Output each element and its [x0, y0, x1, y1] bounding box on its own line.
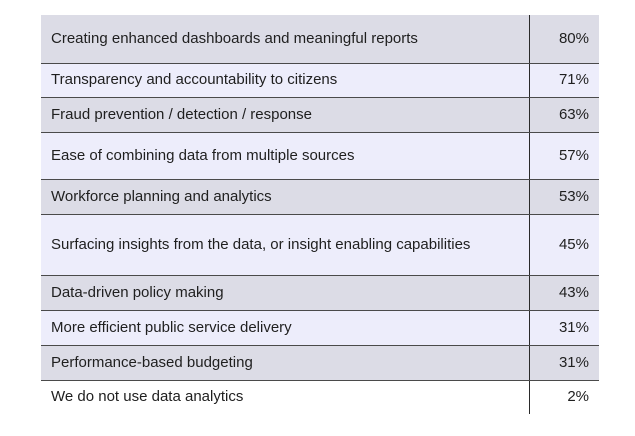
table-row: [41, 380, 599, 414]
row-label: Ease of combining data from multiple sources: [41, 132, 529, 179]
row-label: Workforce planning and analytics: [41, 179, 529, 214]
row-value: 71%: [529, 63, 599, 97]
row-label: Fraud prevention / detection / response: [41, 97, 529, 132]
row-value: 2%: [529, 380, 599, 414]
row-value: 63%: [529, 97, 599, 132]
table-row: [41, 63, 599, 97]
row-value: 43%: [529, 275, 599, 310]
row-label: Performance-based budgeting: [41, 345, 529, 380]
row-label: Surfacing insights from the data, or insight enabling capabilities: [41, 214, 529, 275]
row-value: 57%: [529, 132, 599, 179]
row-label: Transparency and accountability to citizens: [41, 63, 529, 97]
row-label: We do not use data analytics: [41, 380, 529, 414]
table-row: [41, 97, 599, 132]
row-value: 80%: [529, 15, 599, 63]
row-value: 53%: [529, 179, 599, 214]
table-row: [41, 310, 599, 345]
table-row: [41, 179, 599, 214]
row-value: 45%: [529, 214, 599, 275]
row-label: More efficient public service delivery: [41, 310, 529, 345]
table-row: [41, 345, 599, 380]
table-row: [41, 132, 599, 179]
row-value: 31%: [529, 345, 599, 380]
row-label: Data-driven policy making: [41, 275, 529, 310]
row-value: 31%: [529, 310, 599, 345]
table-row: [41, 275, 599, 310]
table-row: [41, 15, 599, 63]
data-table: [41, 15, 599, 414]
row-label: Creating enhanced dashboards and meaningful reports: [41, 15, 529, 63]
table-row: [41, 214, 599, 275]
